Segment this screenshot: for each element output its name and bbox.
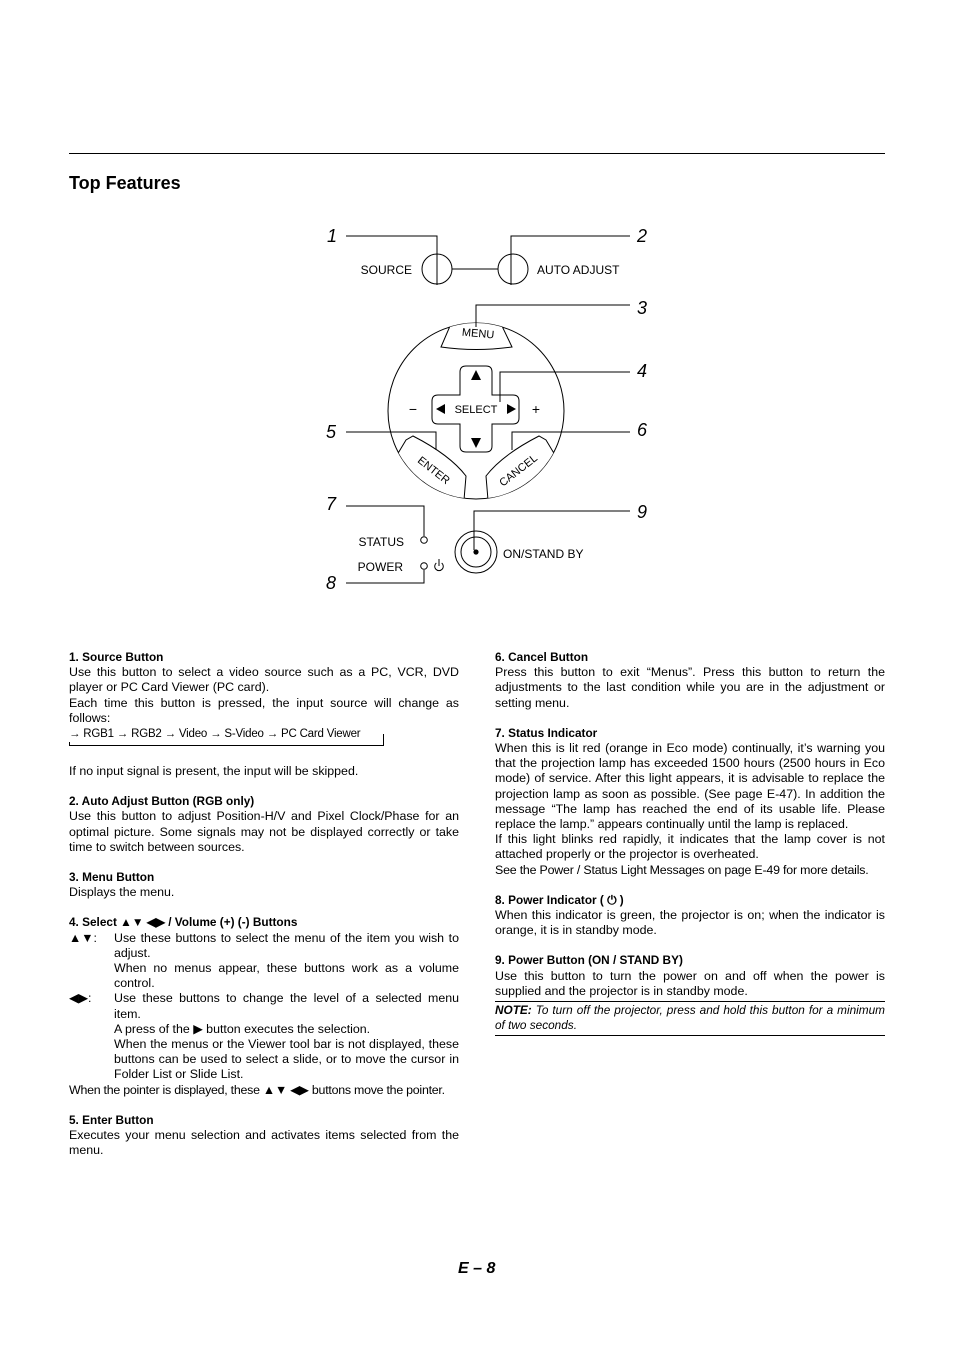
paragraph: See the Power / Status Light Messages on page E-49 for more details. <box>495 862 869 877</box>
paragraph: Each time this button is pressed, the input source will change as follows: <box>69 695 459 725</box>
paragraph: When this indicator is green, the projector is on; when the indicator is orange, it is in standby mode. <box>495 908 885 938</box>
hanging-item <box>69 991 459 1021</box>
page-number: E – 8 <box>458 1260 496 1277</box>
hanging-item <box>69 931 459 961</box>
select-label: SELECT <box>454 404 498 416</box>
paragraph: When this is lit red (orange in Eco mode) continually, it’s warning you that the projection lamp has exceeded 1500 hours (2500 hours in Eco mode) of service. After this light appears, it is advisable to replace the projection lamp as soon as possible. (See page E-47). In addition the message “The lamp has reached the end of its usable life. Please replace the lamp.” appears continually until the lamp is replaced. <box>495 741 885 832</box>
callout-1: 1 <box>327 226 338 246</box>
section-heading: 3. Menu Button <box>69 870 155 885</box>
section-power-indicator <box>495 893 885 939</box>
cancel-label: CANCEL <box>497 452 540 490</box>
section-cancel-button <box>495 650 885 711</box>
item-text: When no menus appear, these buttons work as a volume control. <box>114 961 459 991</box>
paragraph: Press this button to exit “Menus”. Press this button to return the adjustments to the last condition while you are in the adjustment or setting menu. <box>495 665 885 710</box>
section-heading: 4. Select ▲▼ ◀▶ / Volume (+) (-) Buttons <box>69 915 298 930</box>
plus-label: + <box>531 401 541 417</box>
callout-8: 8 <box>326 573 337 593</box>
left-column <box>69 650 459 1173</box>
source-label: SOURCE <box>360 263 412 277</box>
section-heading: 7. Status Indicator <box>495 725 598 740</box>
auto-adjust-label: AUTO ADJUST <box>537 263 620 277</box>
item-text: Use these buttons to select the menu of the item you wish to adjust. <box>114 930 459 960</box>
top-features-diagram <box>0 0 954 620</box>
paragraph: Use this button to select a video source such as a PC, VCR, DVD player or PC Card Viewer (PC card). <box>69 665 459 695</box>
callout-5: 5 <box>326 422 337 442</box>
section-enter-button <box>69 1113 459 1159</box>
paragraph: When the pointer is displayed, these ▲▼ ◀▶ buttons move the pointer. <box>69 1082 445 1097</box>
callout-4: 4 <box>637 361 648 381</box>
section-power-button <box>495 953 885 1036</box>
power-label: POWER <box>357 560 403 574</box>
auto-adjust-button[interactable] <box>498 254 528 284</box>
note-text: To turn off the projector, press and hold this button for a minimum of two seconds. <box>495 1003 886 1033</box>
section-heading: 6. Cancel Button <box>495 650 589 664</box>
section-auto-adjust-button <box>69 794 459 855</box>
section-heading: 1. Source Button <box>69 650 164 664</box>
input-sequence-box <box>69 727 459 746</box>
section-menu-button <box>69 870 459 900</box>
status-label: STATUS <box>358 535 404 549</box>
page-title: Top Features <box>69 173 181 193</box>
enter-label: ENTER <box>415 454 452 487</box>
status-indicator <box>421 537 428 544</box>
paragraph: If this light blinks red rapidly, it indicates that the lamp cover is not attached properly or the projector is overheated. <box>495 832 885 862</box>
menu-label: MENU <box>461 326 495 342</box>
minus-label: − <box>408 401 418 417</box>
section-source-button <box>69 650 459 779</box>
item-text: A press of the ▶ button executes the selection. <box>114 1021 371 1036</box>
paragraph: Use this button to turn the power on and off when the power is supplied and the projector is in standby mode. <box>495 968 885 998</box>
callout-6: 6 <box>637 420 648 440</box>
callout-9: 9 <box>637 502 648 522</box>
section-status-indicator <box>495 726 885 878</box>
item-key: ◀▶: <box>69 991 92 1006</box>
section-select-buttons <box>69 915 459 1097</box>
paragraph: Displays the menu. <box>69 885 175 900</box>
right-column <box>495 650 885 1051</box>
item-text: Use these buttons to change the level of a selected menu item. <box>114 991 459 1021</box>
section-heading: 9. Power Button (ON / STAND BY) <box>495 953 683 968</box>
input-sequence: → RGB1 → RGB2 → Video → S-Video → PC Card Viewer <box>69 727 363 742</box>
section-heading: 2. Auto Adjust Button (RGB only) <box>69 794 255 809</box>
section-heading: 8. Power Indicator ( ⏻ ) <box>495 892 624 907</box>
callout-3: 3 <box>637 298 648 318</box>
callout-7: 7 <box>326 494 337 514</box>
item-text: When the menus or the Viewer tool bar is not displayed, these buttons can be used to select a slide, or to move the cursor in Folder List or Slide List. <box>114 1037 459 1082</box>
paragraph: If no input signal is present, the input will be skipped. <box>69 764 359 779</box>
note-label: NOTE: <box>495 1003 532 1018</box>
paragraph: Use this button to adjust Position-H/V and Pixel Clock/Phase for an optimal picture. Some signals may not be displayed correctly or take time to switch between sources. <box>69 809 459 854</box>
on-standby-label: ON/STAND BY <box>503 547 584 561</box>
callout-2: 2 <box>637 226 648 246</box>
power-indicator <box>421 563 428 570</box>
section-heading: 5. Enter Button <box>69 1112 154 1127</box>
paragraph: Executes your menu selection and activates items selected from the menu. <box>69 1128 459 1158</box>
note-box <box>495 1001 885 1036</box>
item-key: ▲▼: <box>69 930 97 945</box>
